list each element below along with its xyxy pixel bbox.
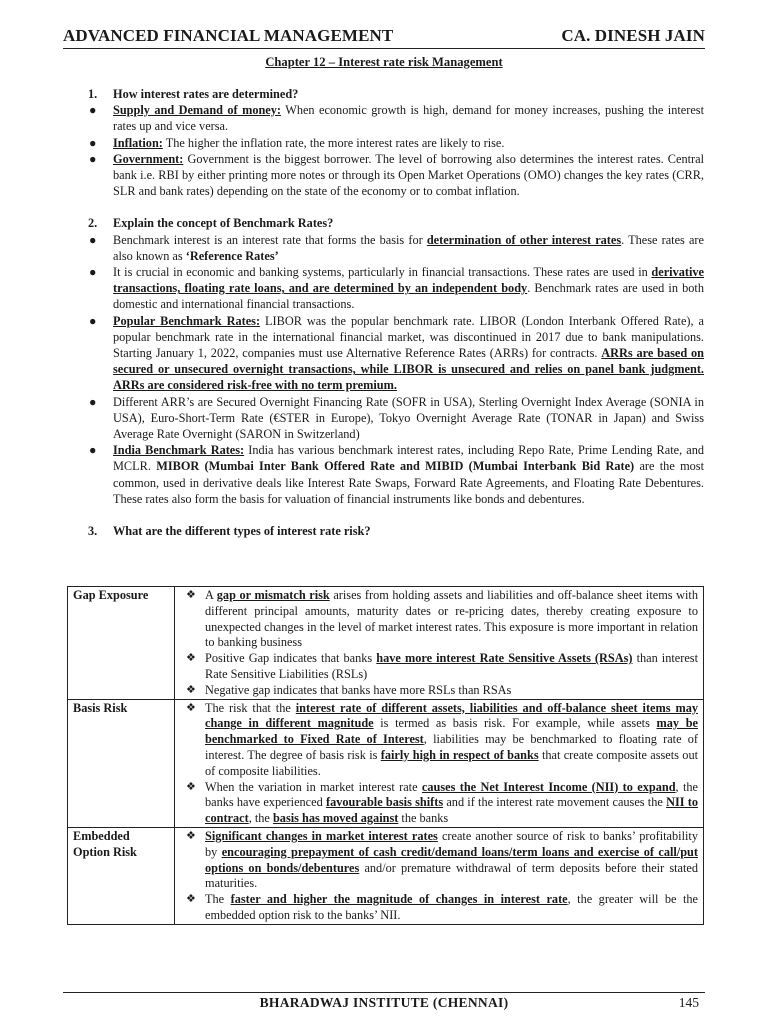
bullet-icon: ● [89, 151, 97, 166]
question-1-heading: 1. How interest rates are determined? [88, 87, 299, 101]
row-label: Basis Risk [68, 699, 175, 827]
row-content [175, 587, 704, 700]
question-3-heading: 3. What are the different types of interest rate risk? [88, 524, 371, 539]
list-item: ● Popular Benchmark Rates: LIBOR was the popular benchmark rate. LIBOR (London Interbank Offered Rate), a popular benchmark rate in the international financial market, was discontinued in 2017 due to bank manipulations. Starting January 1, 2022, companies must use Alternative Reference Rates (ARRs) for contracts. ARRs are based on secured or unsecured overnight transactions, while LIBOR is unsecured and relies on panel bank judgment. ARRs are considered risk-free with no term premium. [89, 313, 704, 393]
list-item: ● India Benchmark Rates: India has various benchmark interest rates, including Repo Rate, Prime Lending Rate, and MCLR. MIBOR (Mumbai Inter Bank Offered Rate and MIBID (Mumbai Interbank Bid Rate) are the most common, used in derivative deals like Interest Rate Swaps, Forward Rate Agreements, and Floating Rate Debentures. These rates also form the basis for valuation of financial instruments like bonds and debentures. [89, 443, 704, 506]
diamond-bullet-icon: ❖ [186, 701, 196, 714]
header-author: CA. DINESH JAIN [561, 26, 705, 45]
row-label: Embedded Option Risk [68, 827, 175, 924]
list-item: ● Supply and Demand of money: When economic growth is high, demand for money increases, pushing the interest rates up and vice versa. [89, 103, 704, 134]
footer-institute: BHARADWAJ INSTITUTE (CHENNAI) [259, 995, 509, 1010]
diamond-bullet-icon: ❖ [186, 683, 196, 696]
bullet-icon: ● [89, 313, 97, 328]
list-item: ❖ Negative gap indicates that banks have more RSLs than RSAs [186, 682, 512, 697]
list-item: ● Government: Government is the biggest borrower. The level of borrowing also determines the interest rates. Central bank i.e. RBI by either printing more notes or through its Open Market Operations (OMO) changes the key rates (CRR, SLR and bank rates) depending on the state of the economy or to combat inflation. [89, 151, 704, 199]
row-label: Gap Exposure [68, 587, 175, 700]
diamond-bullet-icon: ❖ [186, 829, 196, 842]
diamond-bullet-icon: ❖ [186, 893, 196, 906]
main-content [88, 86, 704, 539]
diamond-bullet-icon: ❖ [186, 652, 196, 665]
list-item: ● It is crucial in economic and banking systems, particularly in financial transactions. These rates are used in derivative transactions, floating rate loans, and are determined by an independent body. Benchmark rates are used in both domestic and international financial transactions. [89, 265, 704, 312]
list-item: ❖ The faster and higher the magnitude of changes in interest rate, the greater will be the embedded option risk to the banks’ NII. [186, 892, 698, 922]
list-item: ● Inflation: The higher the inflation rate, the more interest rates are likely to rise. [89, 135, 505, 150]
header-course-title: ADVANCED FINANCIAL MANAGEMENT [63, 26, 394, 45]
page-header [63, 24, 705, 49]
bullet-icon: ● [89, 443, 97, 458]
list-item: ❖ The risk that the interest rate of different assets, liabilities and off-balance sheet items may change in different magnitude is termed as basis risk. For example, while assets may be benchmarked to Fixed Rate of Interest, liabilities may be benchmarked to floating rate of interest. The degree of basis risk is fairly high in respect of banks that create composite assets out of composite liabilities. [186, 700, 699, 778]
bullet-icon: ● [89, 103, 97, 118]
list-item: ❖ When the variation in market interest rate causes the Net Interest Income (NII) to expand, the banks have experienced favourable basis shifts and if the interest rate movement causes the NII to contract, the basis has moved against the banks [186, 779, 698, 826]
table-row [68, 699, 704, 827]
page-footer [63, 992, 705, 1019]
chapter-title: Chapter 12 – Interest rate risk Management [265, 55, 503, 69]
bullet-icon: ● [89, 265, 97, 280]
list-item: ● Different ARR’s are Secured Overnight Financing Rate (SOFR in USA), Sterling Overnight Index Average (SONIA in USA), Euro-Short-Term Rate (€STER in Europe), Tokyo Overnight Average Rate (TONAR in Japan) and Swiss Average Rate Overnight (SARON in Switzerland) [89, 394, 704, 442]
row-content [175, 699, 704, 827]
bullet-icon: ● [89, 135, 97, 150]
question-2-heading: 2. Explain the concept of Benchmark Rates? [88, 216, 334, 231]
bullet-icon: ● [89, 394, 97, 409]
list-item: ❖ A gap or mismatch risk arises from holding assets and liabilities and off-balance sheet items with different principal amounts, maturity dates or re-pricing dates, thereby creating exposure to unexpected changes in the level of market interest rates. This exposure is more important in relation to banking business [186, 588, 698, 650]
page-number: 145 [678, 995, 699, 1010]
diamond-bullet-icon: ❖ [186, 589, 196, 601]
bullet-icon: ● [89, 232, 97, 247]
interest-rate-risk-table [67, 586, 704, 925]
row-content [175, 827, 704, 924]
list-item: ● Benchmark interest is an interest rate that forms the basis for determination of other interest rates. These rates are also known as ‘Reference Rates’ [89, 232, 704, 263]
list-item: ❖ Positive Gap indicates that banks have more interest Rate Sensitive Assets (RSAs) than interest Rate Sensitive Liabilities (RSLs) [186, 651, 699, 681]
table-row [68, 827, 704, 924]
diamond-bullet-icon: ❖ [186, 780, 196, 793]
list-item: ❖ Significant changes in market interest rates create another source of risk to banks’ profitability by encouraging prepayment of cash credit/demand loans/term loans and exercise of call/put options on bonds/debentures and/or premature withdrawal of term deposits before their stated maturities. [186, 828, 698, 891]
table-row [68, 587, 704, 700]
